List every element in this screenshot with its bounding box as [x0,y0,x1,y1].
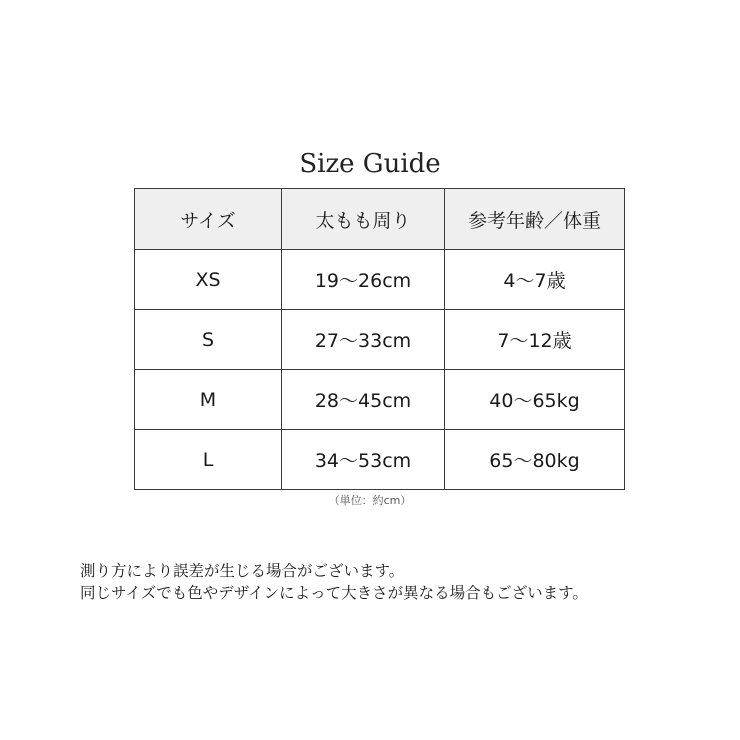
cell-thigh: 34～53cm [282,430,445,490]
cell-age-weight: 40～65kg [445,370,625,430]
cell-thigh: 19～26cm [282,250,445,310]
cell-size: M [135,370,282,430]
cell-age-weight: 7～12歳 [445,310,625,370]
size-table [134,188,625,490]
table-header-row [135,189,625,250]
cell-thigh: 27～33cm [282,310,445,370]
table-row [135,250,625,310]
header-size: サイズ [135,189,282,250]
unit-note: （単位：約cm） [328,494,412,507]
page-title: Size Guide [299,149,441,179]
cell-age-weight: 65～80kg [445,430,625,490]
table-row [135,430,625,490]
table-row [135,370,625,430]
note-line: 測り方により誤差が生じる場合がございます。 [80,562,405,580]
table-row [135,310,625,370]
header-thigh-circumference: 太もも周り [282,189,445,250]
cell-thigh: 28～45cm [282,370,445,430]
cell-size: S [135,310,282,370]
cell-size: XS [135,250,282,310]
notes-section [80,560,720,604]
cell-age-weight: 4～7歳 [445,250,625,310]
note-line: 同じサイズでも色やデザインによって大きさが異なる場合もございます。 [80,584,588,602]
cell-size: L [135,430,282,490]
header-reference-age-weight: 参考年齢／体重 [445,189,625,250]
